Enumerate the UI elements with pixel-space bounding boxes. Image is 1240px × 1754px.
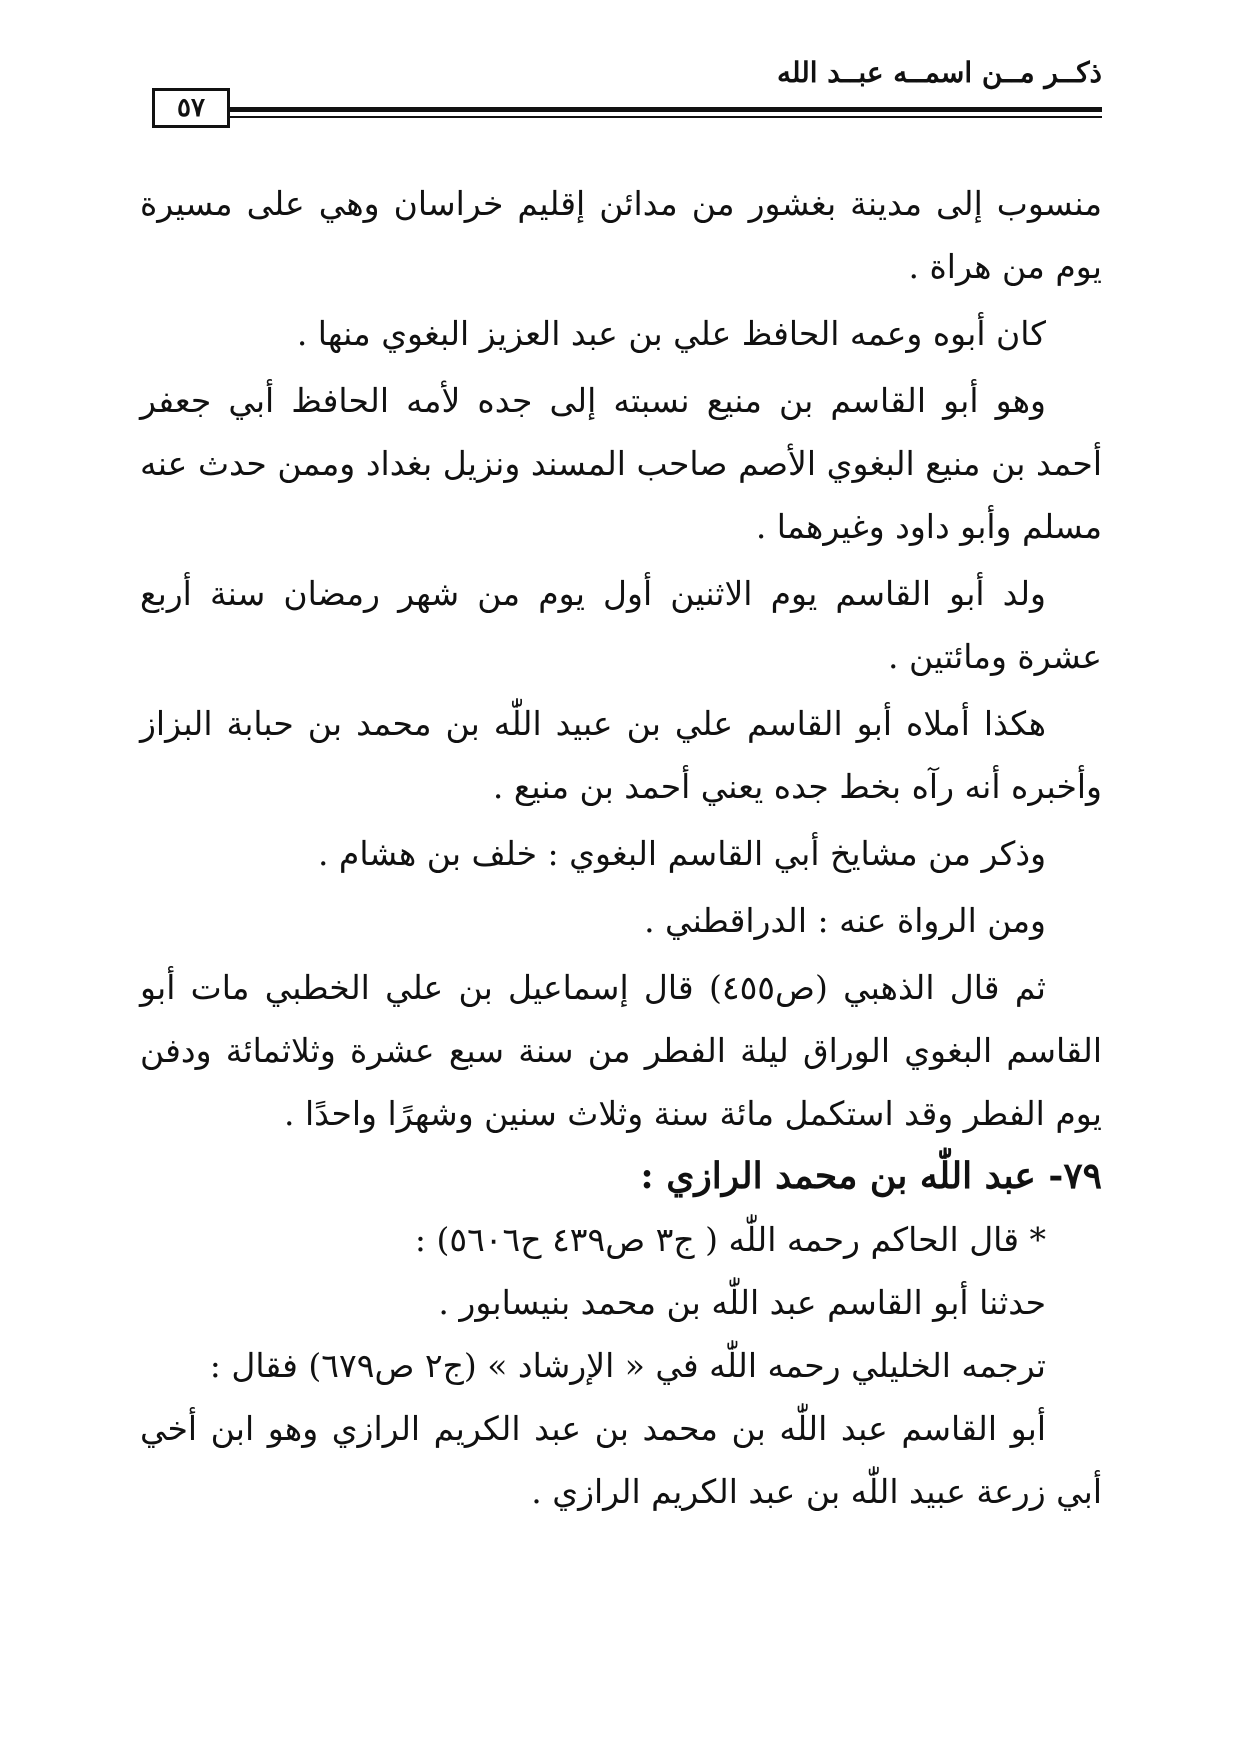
paragraph-7: ومن الرواة عنه : الدراقطني .: [644, 901, 1046, 940]
page-body: [140, 172, 1102, 1523]
paragraph-1: منسوب إلى مدينة بغشور من مدائن إقليم خراسان وهي على مسيرة يوم من هراة .: [140, 184, 1102, 286]
paragraph-8: ثم قال الذهبي (ص٤٥٥) قال إسماعيل بن علي الخطبي مات أبو القاسم البغوي الوراق ليلة الفطر من سنة سبع عشرة وثلاثمائة ودفن يوم الفطر وقد استكمل مائة سنة وثلاث سنين وشهرًا واحدًا .: [140, 968, 1102, 1133]
paragraph-5: هكذا أملاه أبو القاسم علي بن عبيد اللّٰه بن محمد بن حبابة البزاز وأخبره أنه رآه بخط جده يعني أحمد بن منيع .: [140, 704, 1102, 806]
header-rule-thick: [230, 107, 1102, 112]
paragraph-3: وهو أبو القاسم بن منيع نسبته إلى جده لأمه الحافظ أبي جعفر أحمد بن منيع البغوي الأصم صاحب المسند ونزيل بغداد وممن حدث عنه مسلم وأبو داود وغيرهما .: [140, 381, 1102, 546]
paragraph-6: وذكر من مشايخ أبي القاسم البغوي : خلف بن هشام .: [317, 834, 1046, 873]
page-number-box: [152, 88, 230, 128]
section-paragraph-2: حدثنا أبو القاسم عبد اللّٰه بن محمد بنيسابور .: [438, 1283, 1046, 1322]
section-paragraph-1: * قال الحاكم رحمه اللّٰه ( ج٣ ص٤٣٩ ح٥٦٠٦) :: [414, 1220, 1046, 1259]
page-number: ٥٧: [177, 93, 205, 123]
section-heading: ٧٩- عبد اللّٰه بن محمد الرازي :: [640, 1155, 1102, 1197]
paragraph-4: ولد أبو القاسم يوم الاثنين أول يوم من شهر رمضان سنة أربع عشرة ومائتين .: [140, 574, 1102, 676]
header-rule-thin: [230, 116, 1102, 118]
section-paragraph-3: ترجمه الخليلي رحمه اللّٰه في « الإرشاد » (ج٢ ص٦٧٩) فقال :: [209, 1346, 1046, 1385]
paragraph-2: كان أبوه وعمه الحافظ علي بن عبد العزيز البغوي منها .: [296, 314, 1046, 353]
section-paragraph-4: أبو القاسم عبد اللّٰه بن محمد بن عبد الكريم الرازي وهو ابن أخي أبي زرعة عبيد اللّٰه بن عبد الكريم الرازي .: [140, 1409, 1102, 1511]
running-header-title: ذكــر مــن اسمــه عبــد الله: [776, 56, 1102, 89]
